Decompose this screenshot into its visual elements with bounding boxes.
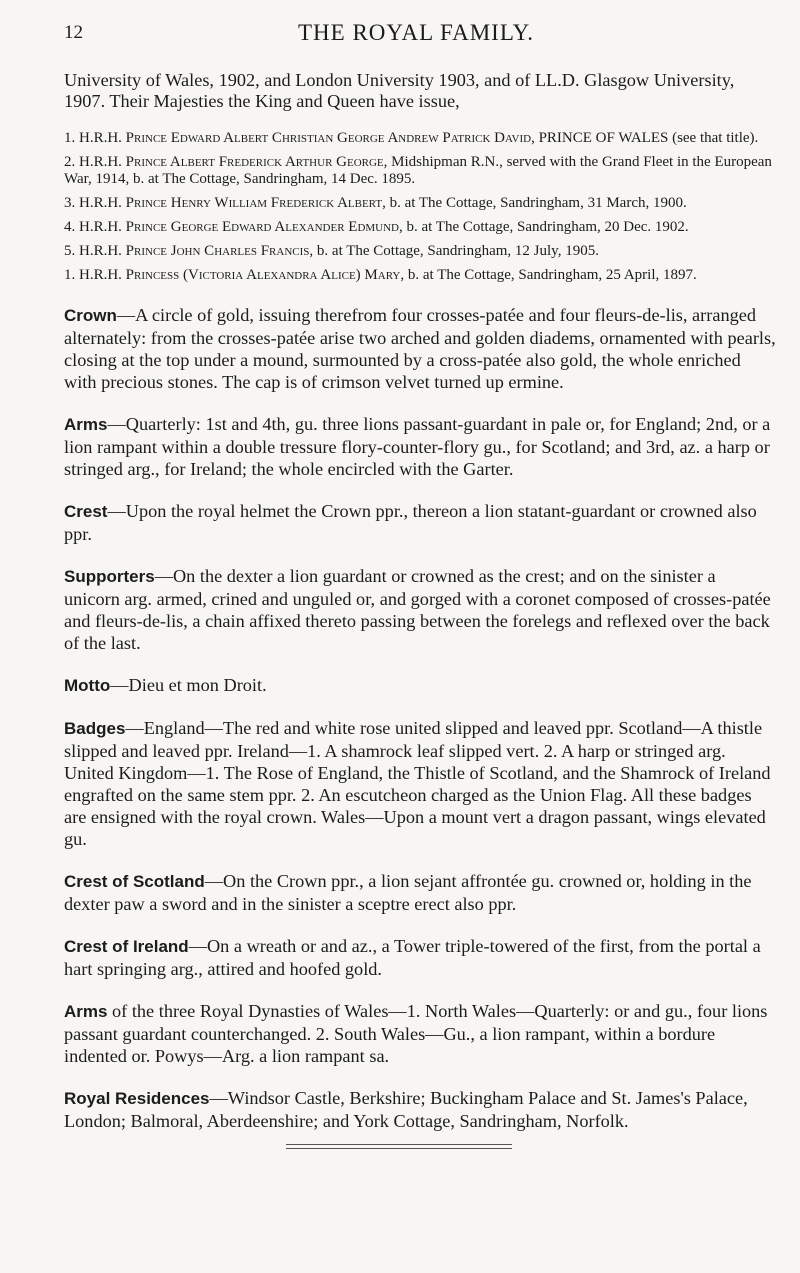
child-entry: 3. H.R.H. Prince Henry William Frederick Albert, b. at The Cottage, Sandringham, 31 March, 1900. xyxy=(64,195,687,211)
section-heading: Crest xyxy=(64,502,108,521)
section-heading: Crest of Scotland xyxy=(64,872,205,891)
crest-section: Crest—Upon the royal helmet the Crown ppr., thereon a lion statant-guardant or crowned also ppr. xyxy=(64,501,757,544)
child-entry: 1. H.R.H. Prince Edward Albert Christian George Andrew Patrick David, PRINCE OF WALES (see that title). xyxy=(64,130,759,146)
section-heading: Arms xyxy=(64,1002,108,1021)
page-number: 12 xyxy=(64,22,83,43)
child-entry: 5. H.R.H. Prince John Charles Francis, b. at The Cottage, Sandringham, 12 July, 1905. xyxy=(64,243,599,259)
section-heading: Crest of Ireland xyxy=(64,937,189,956)
divider xyxy=(286,1148,512,1152)
intro-paragraph: University of Wales, 1902, and London University 1903, and of LL.D. Glasgow University, 1907. Their Majesties the King and Queen have issue, xyxy=(64,70,735,111)
section-heading: Royal Residences xyxy=(64,1089,210,1108)
closing-rules xyxy=(286,1144,512,1152)
badges-section: Badges—England—The red and white rose united slipped and leaved ppr. Scotland—A thistle slipped and leaved ppr. Ireland—1. A shamrock leaf slipped vert. 2. A harp or stringed arg. United Kingdom—1. The Rose of England, the Thistle of Scotland, and the Shamrock of Ireland engrafted on the same stem ppr. 2. An escutcheon charged as the Union Flag. All these badges are ensigned with the royal crown. Wales—Upon a mount vert a dragon passant, wings elevated gu. xyxy=(64,718,771,849)
section-heading: Crown xyxy=(64,306,117,325)
supporters-section: Supporters—On the dexter a lion guardant or crowned as the crest; and on the sinister a unicorn arg. armed, crined and unguled or, and gorged with a coronet composed of crosses-patée and fleurs-de-lis, a chain affixed thereto passing between the forelegs and reflexed over the back of the last. xyxy=(64,566,771,653)
crest-of-ireland-section: Crest of Ireland—On a wreath or and az., a Tower triple-towered of the first, from the portal a hart springing arg., attired and hoofed gold. xyxy=(64,936,761,979)
royal-residences-section: Royal Residences—Windsor Castle, Berkshire; Buckingham Palace and St. James's Palace, London; Balmoral, Aberdeenshire; and York Cottage, Sandringham, Norfolk. xyxy=(64,1088,748,1131)
child-entry: 1. H.R.H. Princess (Victoria Alexandra Alice) Mary, b. at The Cottage, Sandringham, 25 April, 1897. xyxy=(64,267,697,283)
page-header xyxy=(64,22,768,52)
children-list xyxy=(64,130,776,284)
section-heading: Supporters xyxy=(64,567,155,586)
motto-section: Motto—Dieu et mon Droit. xyxy=(64,675,267,695)
section-heading: Badges xyxy=(64,719,126,738)
running-title: THE ROYAL FAMILY. xyxy=(298,20,534,45)
arms-section: Arms—Quarterly: 1st and 4th, gu. three lions passant-guardant in pale or, for England; 2nd, or a lion rampant within a double tressure flory-counter-flory gu., for Scotland; and 3rd, az. a harp or stringed arg., for Ireland; the whole encircled with the Garter. xyxy=(64,414,771,479)
child-entry: 2. H.R.H. Prince Albert Frederick Arthur George, Midshipman R.N., served with the Grand Fleet in the European War, 1914, b. at The Cottage, Sandringham, 14 Dec. 1895. xyxy=(64,154,772,187)
welsh-dynasties-section: Arms of the three Royal Dynasties of Wales—1. North Wales—Quarterly: or and gu., four lions passant guardant counterchanged. 2. South Wales—Gu., a lion rampant, within a bordure indented or. Powys—Arg. a lion rampant sa. xyxy=(64,1001,768,1066)
section-heading: Arms xyxy=(64,415,108,434)
crown-section: Crown—A circle of gold, issuing therefrom four crosses-patée and four fleurs-de-lis, arranged alternately: from the crosses-patée arise two arched and golden diadems, ornamented with pearls, closing at the top under a mound, surmounted by a cross-patée also gold, the whole enriched with precious stones. The cap is of crimson velvet turned up ermine. xyxy=(64,305,776,392)
crest-of-scotland-section: Crest of Scotland—On the Crown ppr., a lion sejant affrontée gu. crowned or, holding in the dexter paw a sword and in the sinister a sceptre erect also ppr. xyxy=(64,871,752,914)
section-heading: Motto xyxy=(64,676,111,695)
child-entry: 4. H.R.H. Prince George Edward Alexander Edmund, b. at The Cottage, Sandringham, 20 Dec. 1902. xyxy=(64,219,689,235)
page-body xyxy=(64,70,776,1132)
